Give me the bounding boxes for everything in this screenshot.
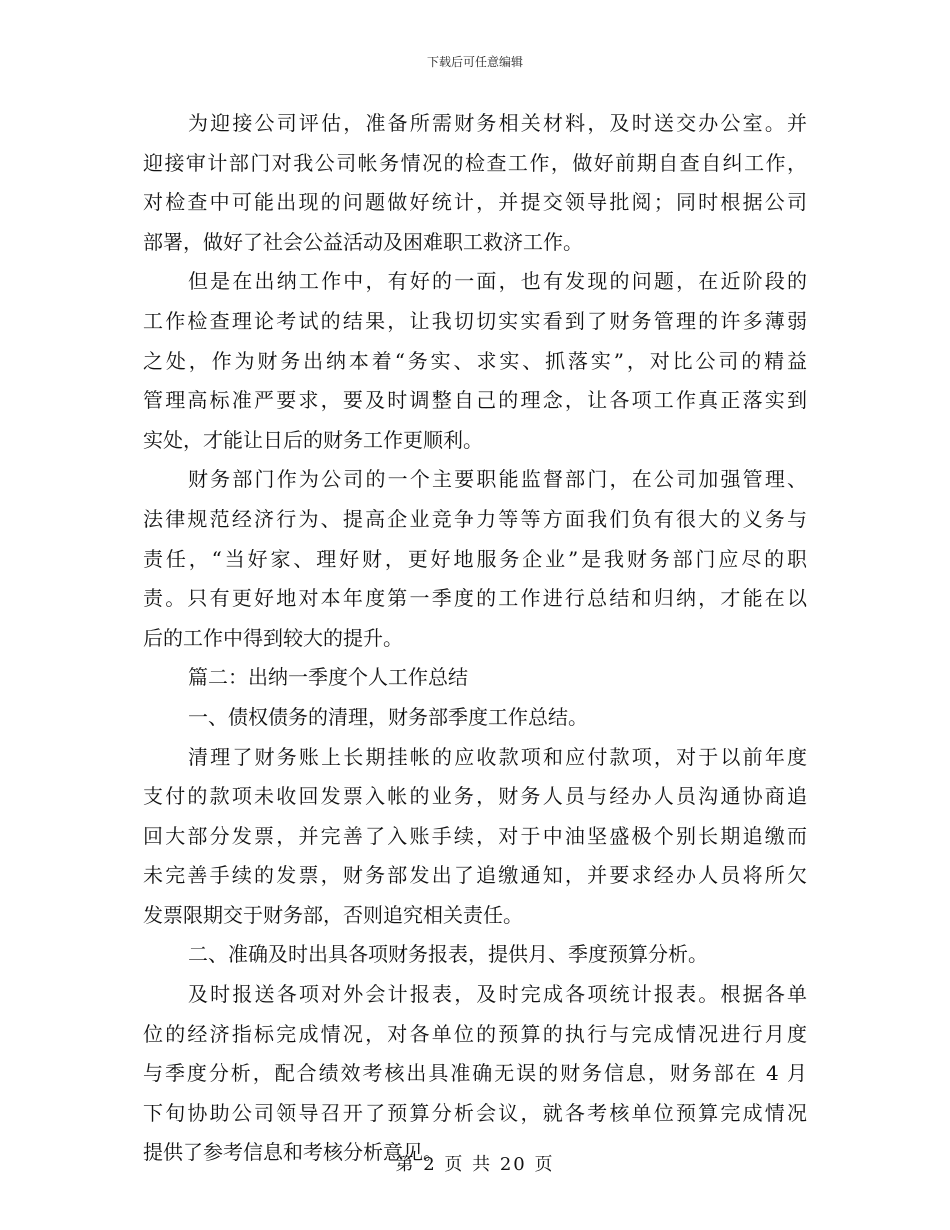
text-line: 提供了参考信息和考核分析意见。: [143, 1140, 443, 1165]
text-line: 迎接审计部门对我公司帐务情况的检查工作，做好前期自查自纠工作，: [143, 150, 807, 175]
text-line: 未完善手续的发票，财务部发出了追缴通知，并要求经办人员将所欠: [143, 863, 807, 888]
text-line: 位的经济指标完成情况，对各单位的预算的执行与完成情况进行月度: [143, 1021, 807, 1046]
text-line: 实处，才能让日后的财务工作更顺利。: [143, 427, 483, 452]
text-line: 但是在出纳工作中，有好的一面，也有发现的问题，在近阶段的: [188, 269, 807, 294]
text-line: 法律规范经济行为、提高企业竞争力等等方面我们负有很大的义务与: [143, 506, 807, 531]
text-line: 回大部分发票，并完善了入账手续，对于中油坚盛极个别长期追缴而: [143, 823, 807, 848]
text-line: 后的工作中得到较大的提升。: [143, 625, 403, 650]
text-line: 部署，做好了社会公益活动及困难职工救济工作。: [143, 229, 583, 254]
text-line: 发票限期交于财务部，否则追究相关责任。: [143, 902, 523, 927]
document-body: [143, 104, 807, 1173]
text-line: 责任，“当好家、理好财，更好地服务企业”是我财务部门应尽的职: [143, 546, 807, 571]
page-header: 下载后可任意编辑: [426, 55, 523, 69]
text-line: 一、债权债务的清理，财务部季度工作总结。: [188, 704, 588, 729]
text-line: 为迎接公司评估，准备所需财务相关材料，及时送交办公室。并: [188, 111, 807, 135]
text-line: 二、准确及时出具各项财务报表，提供月、季度预算分析。: [188, 942, 708, 967]
text-line: 及时报送各项对外会计报表，及时完成各项统计报表。根据各单: [188, 982, 807, 1007]
text-line: 之处，作为财务出纳本着“务实、求实、抓落实”，对比公司的精益: [143, 348, 807, 373]
page-footer: 第 2 页 共 20 页: [395, 1154, 555, 1175]
text-line: 对检查中可能出现的问题做好统计，并提交领导批阅；同时根据公司: [143, 190, 807, 215]
text-line: 清理了财务账上长期挂帐的应收款项和应付款项，对于以前年度: [188, 744, 807, 769]
text-line: 责。只有更好地对本年度第一季度的工作进行总结和归纳，才能在以: [143, 586, 807, 611]
text-line: 下旬协助公司领导召开了预算分析会议，就各考核单位预算完成情况: [143, 1100, 807, 1125]
text-line: 管理高标准严要求，要及时调整自己的理念，让各项工作真正落实到: [143, 388, 807, 413]
text-line: 支付的款项未收回发票入帐的业务，财务人员与经办人员沟通协商追: [143, 784, 807, 809]
text-line: 工作检查理论考试的结果，让我切切实实看到了财务管理的许多薄弱: [143, 308, 807, 333]
text-line: 篇二：出纳一季度个人工作总结: [188, 665, 468, 690]
text-line: 与季度分析，配合绩效考核出具准确无误的财务信息，财务部在 4 月: [143, 1061, 807, 1086]
text-line: 财务部门作为公司的一个主要职能监督部门，在公司加强管理、: [188, 467, 807, 492]
